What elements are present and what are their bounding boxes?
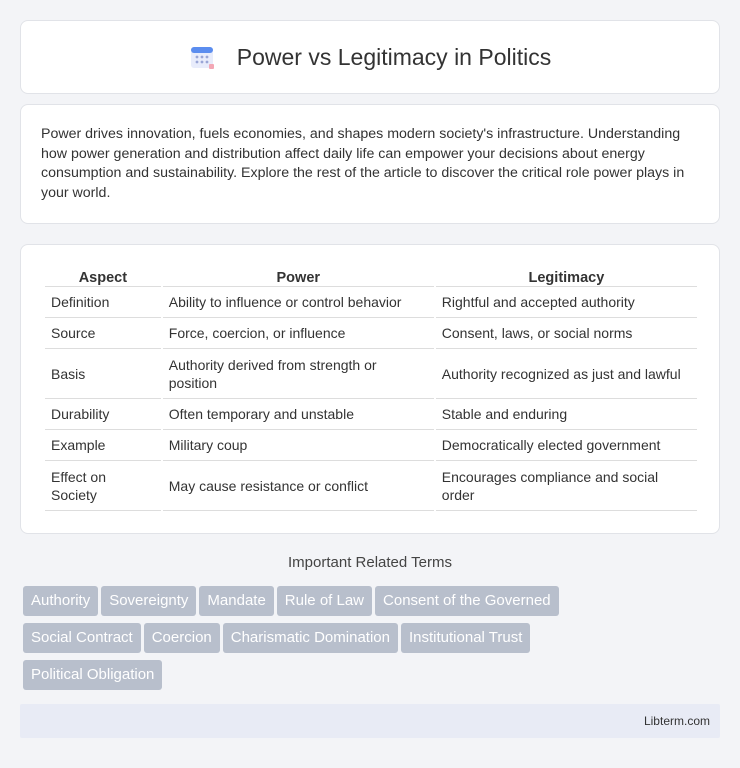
table-row [45,349,697,399]
tag-consent-of-the-governed[interactable]: Consent of the Governed [375,586,559,616]
table-cell: Encourages compliance and social order [436,461,697,511]
table-cell: Durability [45,399,161,430]
column-header: Legitimacy [436,265,697,287]
header-card [20,20,720,94]
table-cell: Authority recognized as just and lawful [436,349,697,399]
tag-institutional-trust[interactable]: Institutional Trust [401,623,530,653]
tag-authority[interactable]: Authority [23,586,98,616]
related-terms-list [23,586,723,697]
table-row [45,461,697,511]
table-cell: Military coup [163,430,434,461]
tag-rule-of-law[interactable]: Rule of Law [277,586,372,616]
tag-coercion[interactable]: Coercion [144,623,220,653]
related-terms-title: Important Related Terms [288,554,452,571]
table-cell: Consent, laws, or social norms [436,318,697,349]
tag-social-contract[interactable]: Social Contract [23,623,141,653]
table-cell: Basis [45,349,161,399]
table-header-row [45,265,697,287]
table-cell: Rightful and accepted authority [436,287,697,318]
table-cell: Definition [45,287,161,318]
table-row [45,318,697,349]
table-cell: Example [45,430,161,461]
table-cell: Often temporary and unstable [163,399,434,430]
column-header: Power [163,265,434,287]
table-cell: Source [45,318,161,349]
table-cell: Force, coercion, or influence [163,318,434,349]
comparison-table [43,265,699,511]
table-cell: Democratically elected government [436,430,697,461]
tag-sovereignty[interactable]: Sovereignty [101,586,196,616]
calendar-grid-icon [189,44,215,70]
column-header: Aspect [45,265,161,287]
table-cell: Stable and enduring [436,399,697,430]
table-row [45,399,697,430]
intro-card [20,104,720,224]
footer [20,704,720,738]
table-row [45,287,697,318]
table-cell: Ability to influence or control behavior [163,287,434,318]
tag-charismatic-domination[interactable]: Charismatic Domination [223,623,398,653]
table-cell: Authority derived from strength or position [163,349,434,399]
page-title: Power vs Legitimacy in Politics [236,43,552,70]
table-row [45,430,697,461]
footer-site-link[interactable]: Libterm.com [643,714,710,728]
table-cell: Effect on Society [45,461,161,511]
comparison-table-card [20,244,720,534]
tag-political-obligation[interactable]: Political Obligation [23,660,162,690]
table-cell: May cause resistance or conflict [163,461,434,511]
intro-text: Power drives innovation, fuels economies, and shapes modern society's infrastructure. Understanding how power generation and distribution affect daily life can empower your decisions about energy consumption and sustainability. Explore the rest of the article to discover the critical role power plays in your world. [41,126,685,201]
tag-mandate[interactable]: Mandate [199,586,273,616]
